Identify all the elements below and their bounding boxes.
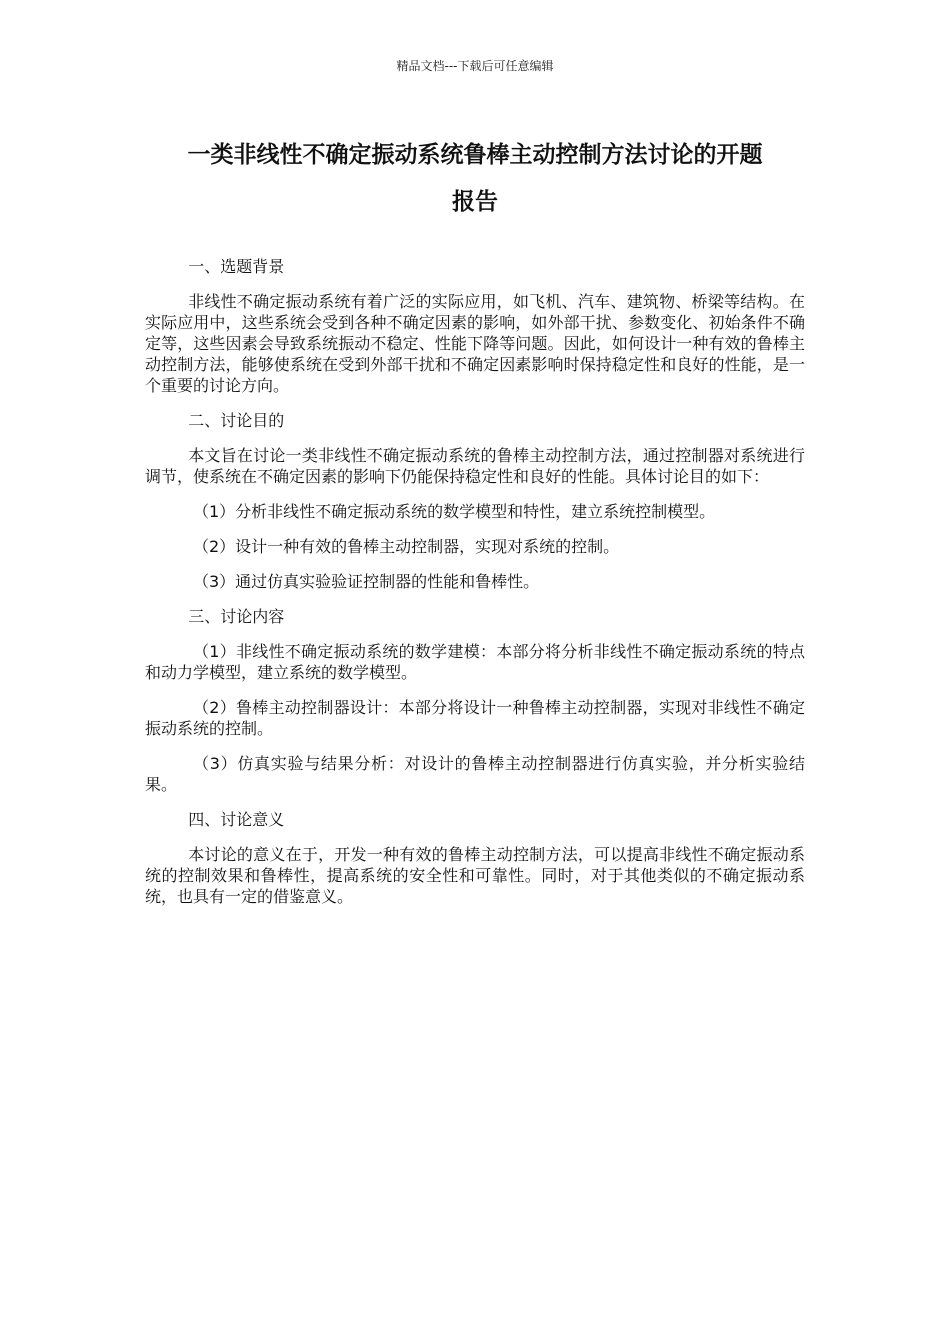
document-body xyxy=(145,256,805,921)
page-header: 精品文档---下载后可任意编辑 xyxy=(396,59,554,73)
paragraph-background: 非线性不确定振动系统有着广泛的实际应用，如飞机、汽车、建筑物、桥梁等结构。在实际应用中，这些系统会受到各种不确定因素的影响，如外部干扰、参数变化、初始条件不确定等，这些因素会导致系统振动不稳定、性能下降等问题。因此，如何设计一种有效的鲁棒主动控制方法，能够使系统在受到外部干扰和不确定因素影响时保持稳定性和良好的性能，是一个重要的讨论方向。 xyxy=(145,292,805,395)
document-title-line-1: 一类非线性不确定振动系统鲁棒主动控制方法讨论的开题 xyxy=(187,142,763,168)
section-heading-purpose: 二、讨论目的 xyxy=(188,411,285,430)
document-title-line-2: 报告 xyxy=(452,189,498,215)
list-item-content-3: （3）仿真实验与结果分析：对设计的鲁棒主动控制器进行仿真实验，并分析实验结果。 xyxy=(145,754,805,794)
list-item-purpose-3: （3）通过仿真实验验证控制器的性能和鲁棒性。 xyxy=(193,572,540,591)
document-title xyxy=(145,132,805,226)
paragraph-significance: 本讨论的意义在于，开发一种有效的鲁棒主动控制方法，可以提高非线性不确定振动系统的控制效果和鲁棒性，提高系统的安全性和可靠性。同时，对于其他类似的不确定振动系统，也具有一定的借鉴意义。 xyxy=(145,845,805,906)
section-heading-significance: 四、讨论意义 xyxy=(188,810,285,829)
list-item-purpose-1: （1）分析非线性不确定振动系统的数学模型和特性，建立系统控制模型。 xyxy=(193,502,716,521)
paragraph-purpose: 本文旨在讨论一类非线性不确定振动系统的鲁棒主动控制方法，通过控制器对系统进行调节，使系统在不确定因素的影响下仍能保持稳定性和良好的性能。具体讨论目的如下： xyxy=(145,446,805,486)
section-heading-content: 三、讨论内容 xyxy=(188,607,285,626)
list-item-purpose-2: （2）设计一种有效的鲁棒主动控制器，实现对系统的控制。 xyxy=(193,537,620,556)
list-item-content-2: （2）鲁棒主动控制器设计：本部分将设计一种鲁棒主动控制器，实现对非线性不确定振动系统的控制。 xyxy=(145,698,805,738)
list-item-content-1: （1）非线性不确定振动系统的数学建模：本部分将分析非线性不确定振动系统的特点和动力学模型，建立系统的数学模型。 xyxy=(145,642,805,682)
section-heading-background: 一、选题背景 xyxy=(188,257,285,276)
